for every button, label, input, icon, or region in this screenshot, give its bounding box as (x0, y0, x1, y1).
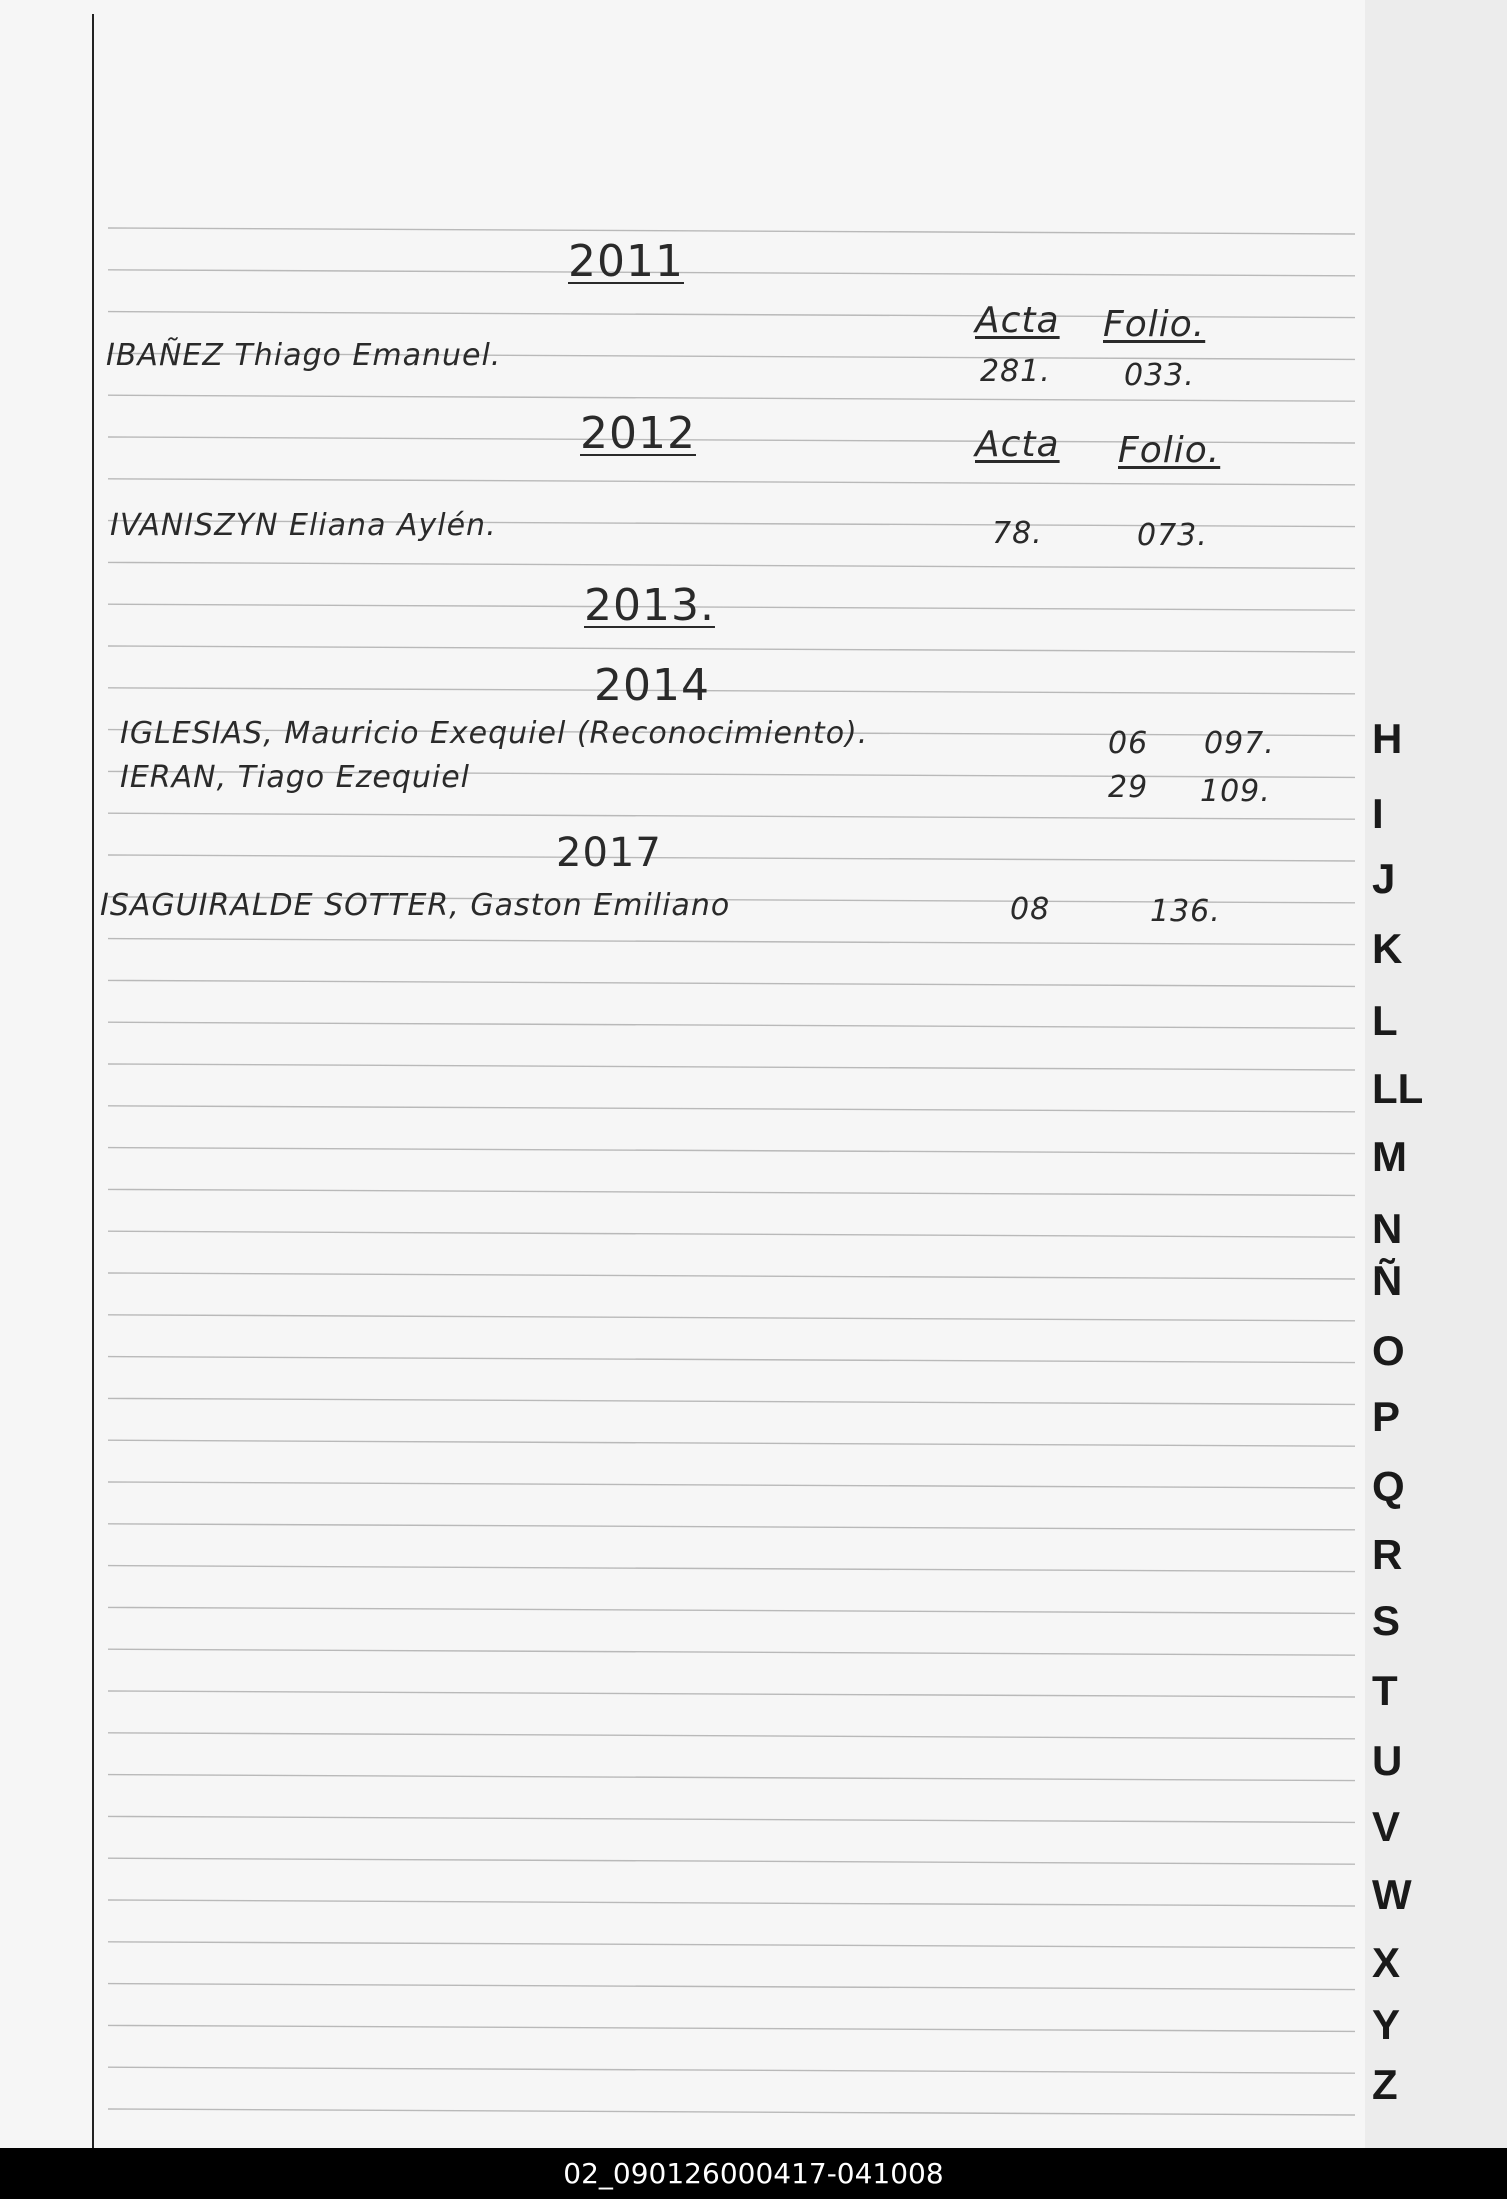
index-tab[interactable]: Z (1372, 2061, 1398, 2108)
entry-name: IERAN, Tiago Ezequiel (120, 760, 471, 795)
ruled-line (108, 228, 1355, 234)
ruled-line (108, 1566, 1355, 1572)
ruled-line (108, 1106, 1355, 1112)
ruled-line (108, 1816, 1355, 1822)
ruled-line (108, 1649, 1355, 1655)
index-tab[interactable]: O (1372, 1327, 1405, 1374)
index-tab[interactable]: Ñ (1372, 1257, 1403, 1304)
ruled-line (108, 604, 1355, 610)
ruled-line (108, 270, 1355, 276)
index-tab[interactable]: W (1372, 1871, 1412, 1918)
index-tab[interactable]: P (1372, 1393, 1401, 1440)
year-heading: 2013. (584, 580, 715, 631)
ruled-line (108, 1775, 1355, 1781)
entry-name: IBAÑEZ Thiago Emanuel. (106, 338, 502, 373)
margin-line (92, 14, 94, 2148)
ruled-line (108, 1984, 1355, 1990)
ruled-line (108, 1942, 1355, 1948)
ruled-line (108, 2109, 1355, 2115)
index-tab[interactable]: S (1372, 1597, 1401, 1644)
index-tab[interactable]: U (1372, 1737, 1403, 1784)
index-tab[interactable]: I (1372, 790, 1384, 837)
ruled-line (108, 1607, 1355, 1613)
index-tab[interactable]: X (1372, 1939, 1401, 1986)
entry-name: ISAGUIRALDE SOTTER, Gaston Emiliano (100, 888, 731, 923)
index-tab[interactable]: Y (1372, 2001, 1401, 2048)
acta-header: Acta (975, 424, 1060, 465)
index-tab[interactable]: M (1372, 1133, 1407, 1180)
ruled-line (108, 1900, 1355, 1906)
year-heading: 2014 (594, 660, 710, 711)
ruled-line (108, 562, 1355, 568)
ruled-line (108, 1482, 1355, 1488)
ruled-line (108, 1440, 1355, 1446)
index-tab[interactable]: H (1372, 715, 1403, 762)
year-heading: 2011 (568, 236, 684, 287)
ruled-line (108, 1273, 1355, 1279)
ruled-line (108, 2025, 1355, 2031)
entry-folio: 033. (1124, 358, 1195, 393)
ruled-line (108, 1064, 1355, 1070)
index-tab[interactable]: J (1372, 855, 1396, 902)
entry-folio: 136. (1150, 894, 1221, 929)
scan-id-footer: 02_090126000417-041008 (0, 2148, 1507, 2199)
folio-header: Folio. (1118, 430, 1221, 471)
ruled-line (108, 1398, 1355, 1404)
year-heading: 2012 (580, 408, 696, 459)
entry-folio: 073. (1137, 518, 1208, 553)
index-tab[interactable]: N (1372, 1205, 1403, 1252)
entry-acta: 29 (1108, 770, 1149, 805)
ruled-line (108, 980, 1355, 986)
entry-name: IVANISZYN Eliana Aylén. (110, 508, 497, 543)
entry-acta: 06 (1108, 726, 1149, 761)
ruled-line (108, 813, 1355, 819)
entry-name: IGLESIAS, Mauricio Exequiel (Reconocimiento). (120, 716, 869, 751)
ruled-line (108, 688, 1355, 694)
index-tab[interactable]: L (1372, 997, 1398, 1044)
year-heading: 2017 (556, 830, 662, 876)
index-tab[interactable]: LL (1372, 1065, 1424, 1112)
ruled-line (108, 1189, 1355, 1195)
ruled-line (108, 1022, 1355, 1028)
index-tab[interactable]: Q (1372, 1463, 1405, 1510)
ruled-line (108, 1315, 1355, 1321)
index-tab[interactable]: V (1372, 1803, 1401, 1850)
index-tab[interactable]: K (1372, 925, 1403, 972)
ruled-line (108, 1858, 1355, 1864)
entry-folio: 109. (1200, 774, 1271, 809)
ruled-line (108, 1231, 1355, 1237)
ruled-line (108, 855, 1355, 861)
entry-acta: 78. (992, 516, 1043, 551)
ruled-line (108, 1733, 1355, 1739)
ruled-line (108, 479, 1355, 485)
folio-header: Folio. (1103, 304, 1206, 345)
entry-acta: 08 (1010, 892, 1051, 927)
entry-acta: 281. (980, 354, 1051, 389)
alphabet-index (1372, 715, 1452, 2118)
ruled-line (108, 1357, 1355, 1363)
acta-header: Acta (975, 300, 1060, 341)
index-tab[interactable]: T (1372, 1667, 1398, 1714)
ruled-line (108, 1524, 1355, 1530)
ruled-line (108, 646, 1355, 652)
ruled-line (108, 2067, 1355, 2073)
ruled-line (108, 1691, 1355, 1697)
ruled-line (108, 939, 1355, 945)
ruled-line (108, 1148, 1355, 1154)
index-tab[interactable]: R (1372, 1531, 1403, 1578)
entry-folio: 097. (1204, 726, 1275, 761)
ruled-line (108, 395, 1355, 401)
